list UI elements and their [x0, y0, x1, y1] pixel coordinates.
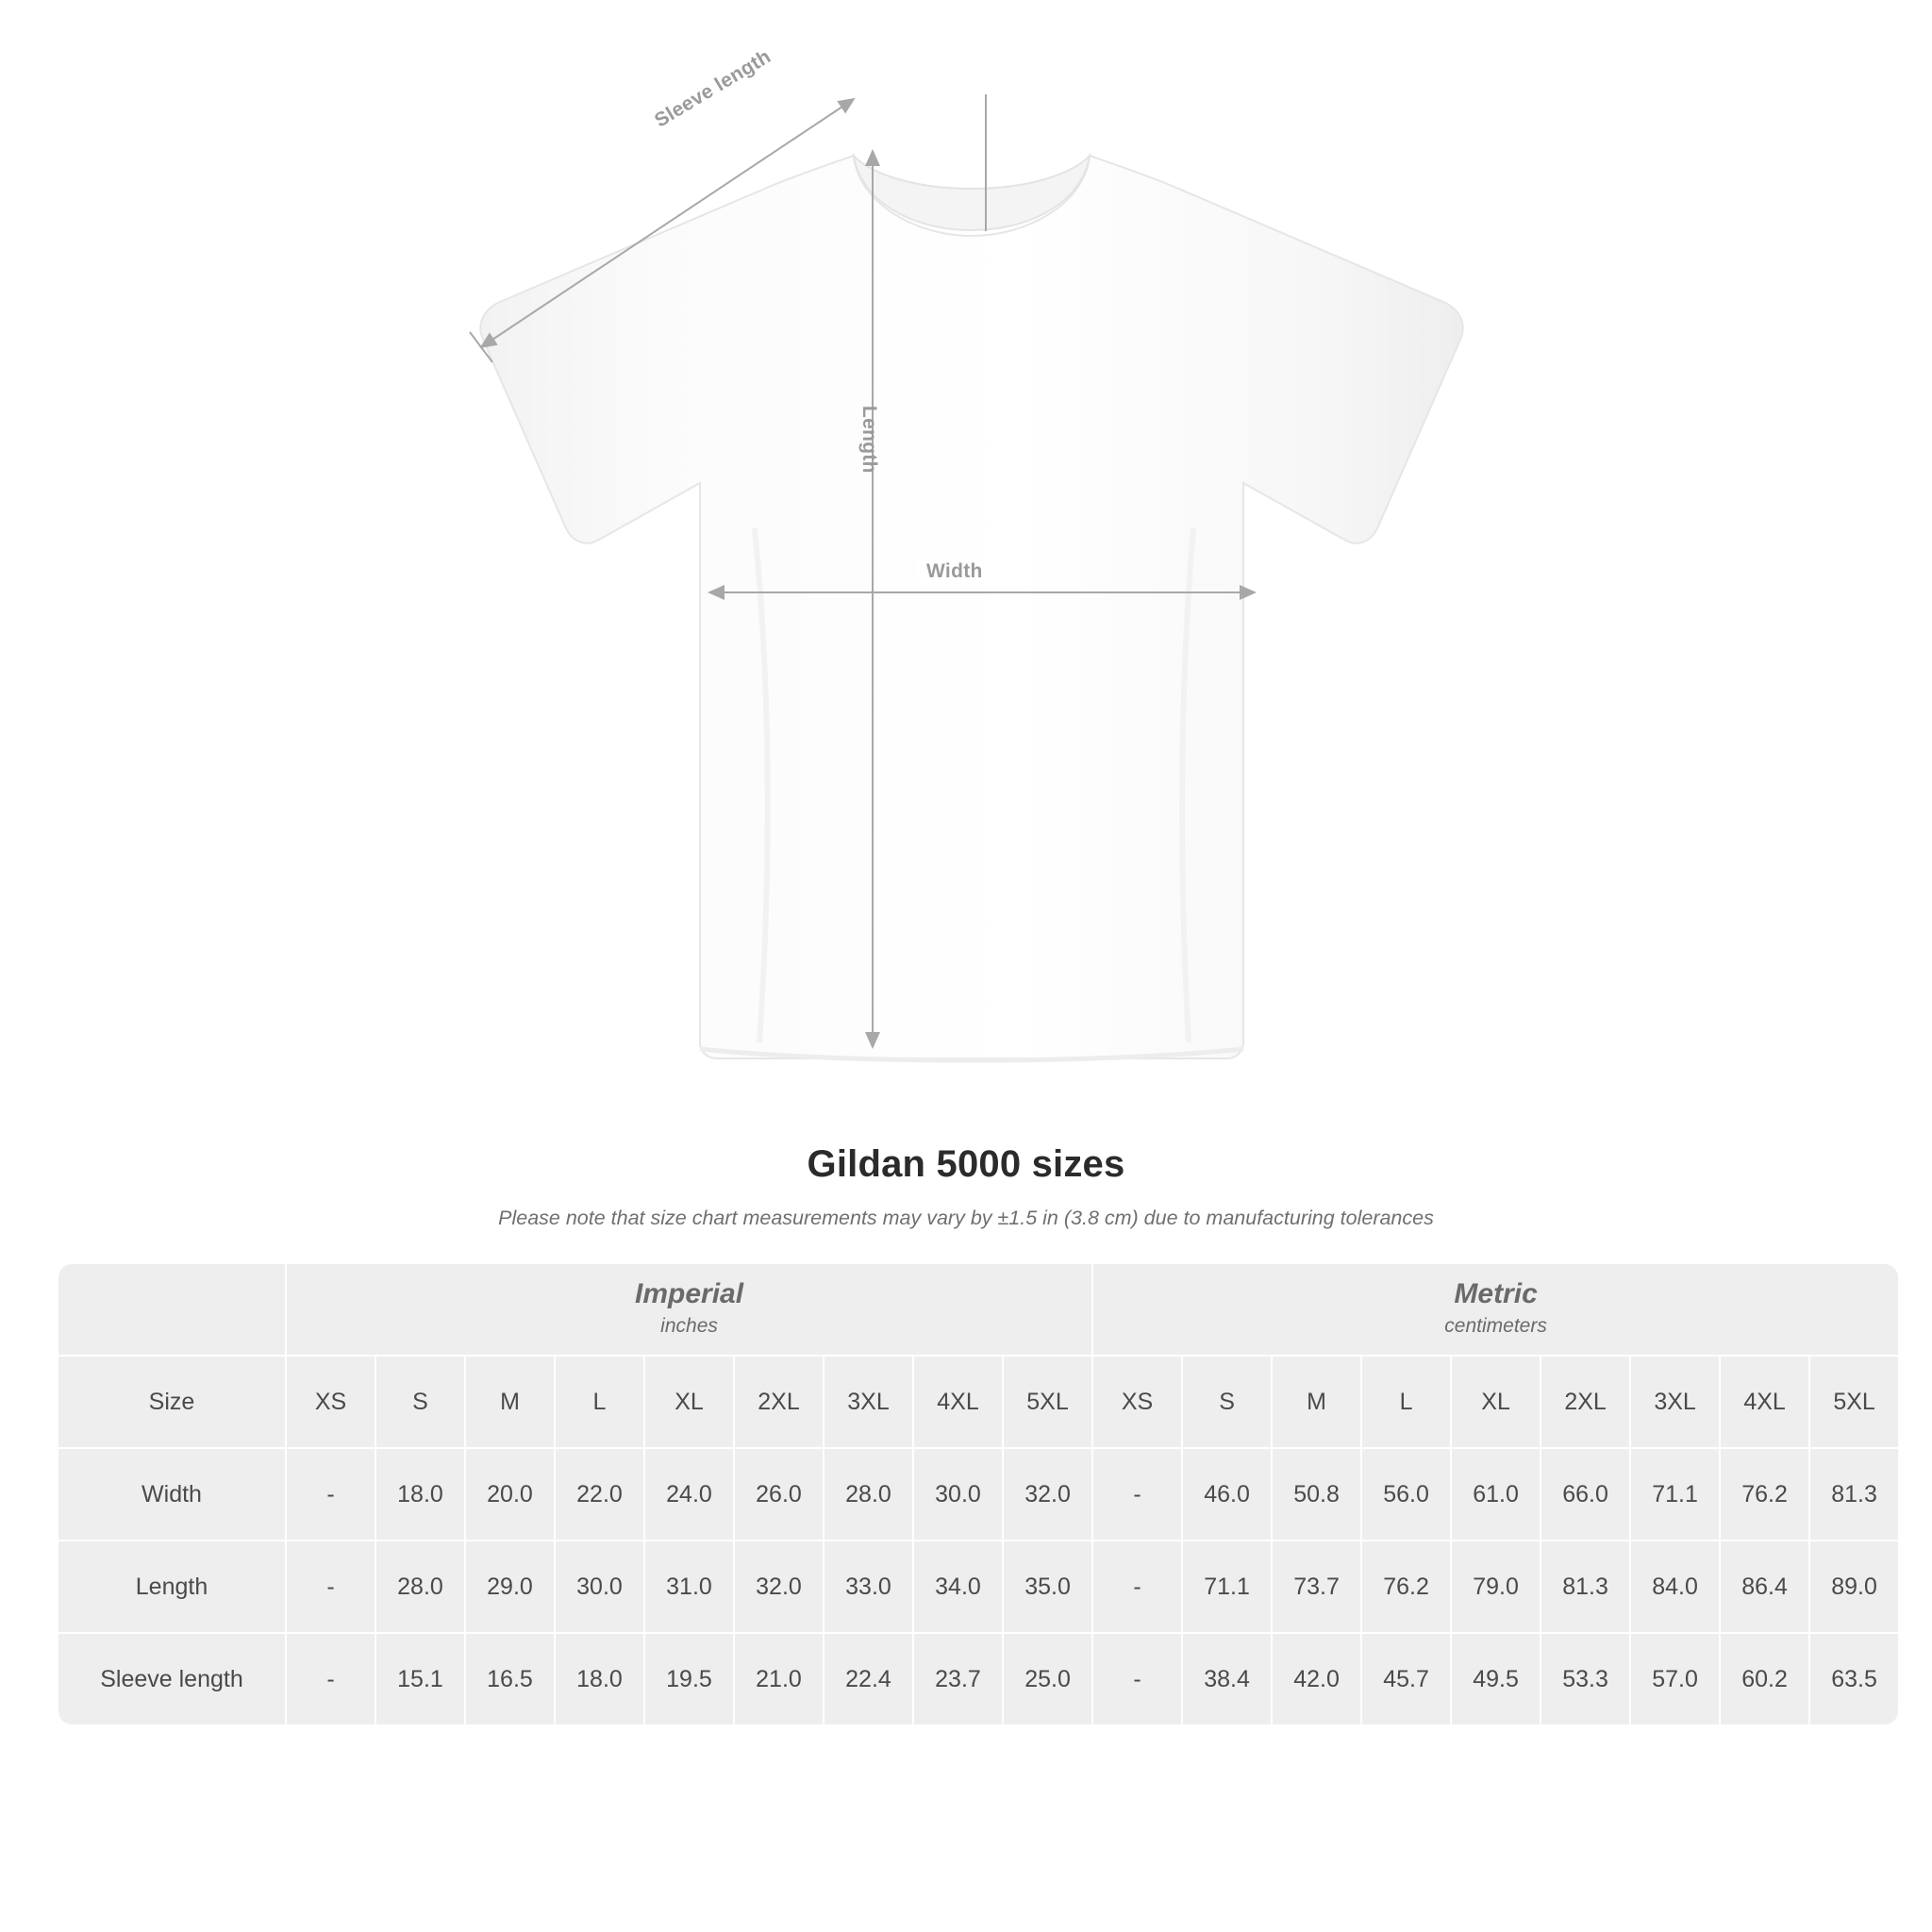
unit-header-imperial — [287, 1264, 1091, 1355]
size-header-imperial-s: S — [376, 1357, 464, 1447]
cell-length-metric-2xl: 81.3 — [1541, 1541, 1629, 1632]
size-header-metric-xs: XS — [1093, 1357, 1181, 1447]
sleeve-length-label: Sleeve length — [651, 45, 775, 132]
cell-width-metric-4xl: 76.2 — [1721, 1449, 1808, 1540]
size-header-metric-l: L — [1362, 1357, 1450, 1447]
size-table — [57, 1262, 1900, 1726]
cell-width-imperial-4xl: 30.0 — [914, 1449, 1002, 1540]
cell-sleeve-metric-s: 38.4 — [1183, 1634, 1271, 1724]
cell-length-imperial-l: 30.0 — [556, 1541, 643, 1632]
table-row — [58, 1634, 1898, 1724]
size-header-imperial-2xl: 2XL — [735, 1357, 823, 1447]
cell-sleeve-imperial-5xl: 25.0 — [1004, 1634, 1091, 1724]
size-header-metric-xl: XL — [1452, 1357, 1540, 1447]
size-header-metric-5xl: 5XL — [1810, 1357, 1898, 1447]
size-header-imperial-xs: XS — [287, 1357, 375, 1447]
cell-sleeve-metric-4xl: 60.2 — [1721, 1634, 1808, 1724]
cell-sleeve-imperial-xs: - — [287, 1634, 375, 1724]
cell-length-imperial-3xl: 33.0 — [824, 1541, 912, 1632]
cell-width-metric-5xl: 81.3 — [1810, 1449, 1898, 1540]
cell-width-imperial-2xl: 26.0 — [735, 1449, 823, 1540]
cell-length-imperial-5xl: 35.0 — [1004, 1541, 1091, 1632]
cell-length-imperial-4xl: 34.0 — [914, 1541, 1002, 1632]
cell-sleeve-metric-3xl: 57.0 — [1631, 1634, 1719, 1724]
cell-sleeve-imperial-4xl: 23.7 — [914, 1634, 1002, 1724]
cell-width-metric-xs: - — [1093, 1449, 1181, 1540]
size-header-metric-3xl: 3XL — [1631, 1357, 1719, 1447]
cell-width-metric-l: 56.0 — [1362, 1449, 1450, 1540]
unit-header-corner — [58, 1264, 285, 1355]
table-row — [58, 1449, 1898, 1540]
size-header-imperial-3xl: 3XL — [824, 1357, 912, 1447]
cell-width-metric-3xl: 71.1 — [1631, 1449, 1719, 1540]
size-header-imperial-xl: XL — [645, 1357, 733, 1447]
page-title: Gildan 5000 sizes — [807, 1143, 1125, 1185]
cell-width-metric-m: 50.8 — [1273, 1449, 1360, 1540]
cell-width-imperial-s: 18.0 — [376, 1449, 464, 1540]
row-label-sleeve-length: Sleeve length — [58, 1634, 285, 1724]
cell-length-metric-xl: 79.0 — [1452, 1541, 1540, 1632]
cell-width-imperial-3xl: 28.0 — [824, 1449, 912, 1540]
cell-sleeve-imperial-l: 18.0 — [556, 1634, 643, 1724]
cell-length-metric-l: 76.2 — [1362, 1541, 1450, 1632]
cell-length-imperial-m: 29.0 — [466, 1541, 554, 1632]
cell-sleeve-imperial-s: 15.1 — [376, 1634, 464, 1724]
cell-width-imperial-5xl: 32.0 — [1004, 1449, 1091, 1540]
unit-metric-name: Metric — [1454, 1278, 1538, 1309]
cell-length-metric-5xl: 89.0 — [1810, 1541, 1898, 1632]
cell-sleeve-metric-2xl: 53.3 — [1541, 1634, 1629, 1724]
cell-sleeve-metric-m: 42.0 — [1273, 1634, 1360, 1724]
cell-width-imperial-m: 20.0 — [466, 1449, 554, 1540]
cell-length-imperial-2xl: 32.0 — [735, 1541, 823, 1632]
tolerance-note: Please note that size chart measurements may vary by ±1.5 in (3.8 cm) due to manufacturing tolerances — [498, 1207, 1434, 1229]
unit-imperial-name: Imperial — [635, 1278, 744, 1309]
length-label: Length — [858, 406, 880, 474]
cell-sleeve-imperial-3xl: 22.4 — [824, 1634, 912, 1724]
size-header-imperial-5xl: 5XL — [1004, 1357, 1091, 1447]
size-header-metric-2xl: 2XL — [1541, 1357, 1629, 1447]
cell-sleeve-imperial-2xl: 21.0 — [735, 1634, 823, 1724]
cell-width-imperial-xl: 24.0 — [645, 1449, 733, 1540]
size-header-imperial-l: L — [556, 1357, 643, 1447]
cell-sleeve-metric-5xl: 63.5 — [1810, 1634, 1898, 1724]
cell-sleeve-imperial-m: 16.5 — [466, 1634, 554, 1724]
cell-length-metric-m: 73.7 — [1273, 1541, 1360, 1632]
size-header-metric-s: S — [1183, 1357, 1271, 1447]
size-header-metric-m: M — [1273, 1357, 1360, 1447]
cell-sleeve-metric-xl: 49.5 — [1452, 1634, 1540, 1724]
size-header-imperial-m: M — [466, 1357, 554, 1447]
cell-length-imperial-s: 28.0 — [376, 1541, 464, 1632]
cell-length-metric-s: 71.1 — [1183, 1541, 1271, 1632]
cell-width-metric-xl: 61.0 — [1452, 1449, 1540, 1540]
cell-length-imperial-xs: - — [287, 1541, 375, 1632]
cell-sleeve-imperial-xl: 19.5 — [645, 1634, 733, 1724]
size-header-imperial-4xl: 4XL — [914, 1357, 1002, 1447]
cell-sleeve-metric-l: 45.7 — [1362, 1634, 1450, 1724]
tshirt-shape — [480, 156, 1462, 1060]
cell-width-imperial-xs: - — [287, 1449, 375, 1540]
width-label: Width — [917, 560, 992, 583]
cell-sleeve-metric-xs: - — [1093, 1634, 1181, 1724]
size-table-wrapper — [57, 1262, 1875, 1726]
unit-imperial-sub: inches — [660, 1314, 718, 1337]
unit-header-metric — [1093, 1264, 1898, 1355]
size-header-metric-4xl: 4XL — [1721, 1357, 1808, 1447]
cell-length-imperial-xl: 31.0 — [645, 1541, 733, 1632]
table-row — [58, 1541, 1898, 1632]
cell-length-metric-4xl: 86.4 — [1721, 1541, 1808, 1632]
size-header-label: Size — [58, 1357, 285, 1447]
cell-length-metric-xs: - — [1093, 1541, 1181, 1632]
size-header-row — [58, 1357, 1898, 1447]
cell-length-metric-3xl: 84.0 — [1631, 1541, 1719, 1632]
cell-width-imperial-l: 22.0 — [556, 1449, 643, 1540]
cell-width-metric-s: 46.0 — [1183, 1449, 1271, 1540]
row-label-width: Width — [58, 1449, 285, 1540]
cell-width-metric-2xl: 66.0 — [1541, 1449, 1629, 1540]
unit-metric-sub: centimeters — [1444, 1314, 1547, 1337]
unit-header-row — [58, 1264, 1898, 1355]
title-block — [0, 1143, 1932, 1230]
row-label-length: Length — [58, 1541, 285, 1632]
